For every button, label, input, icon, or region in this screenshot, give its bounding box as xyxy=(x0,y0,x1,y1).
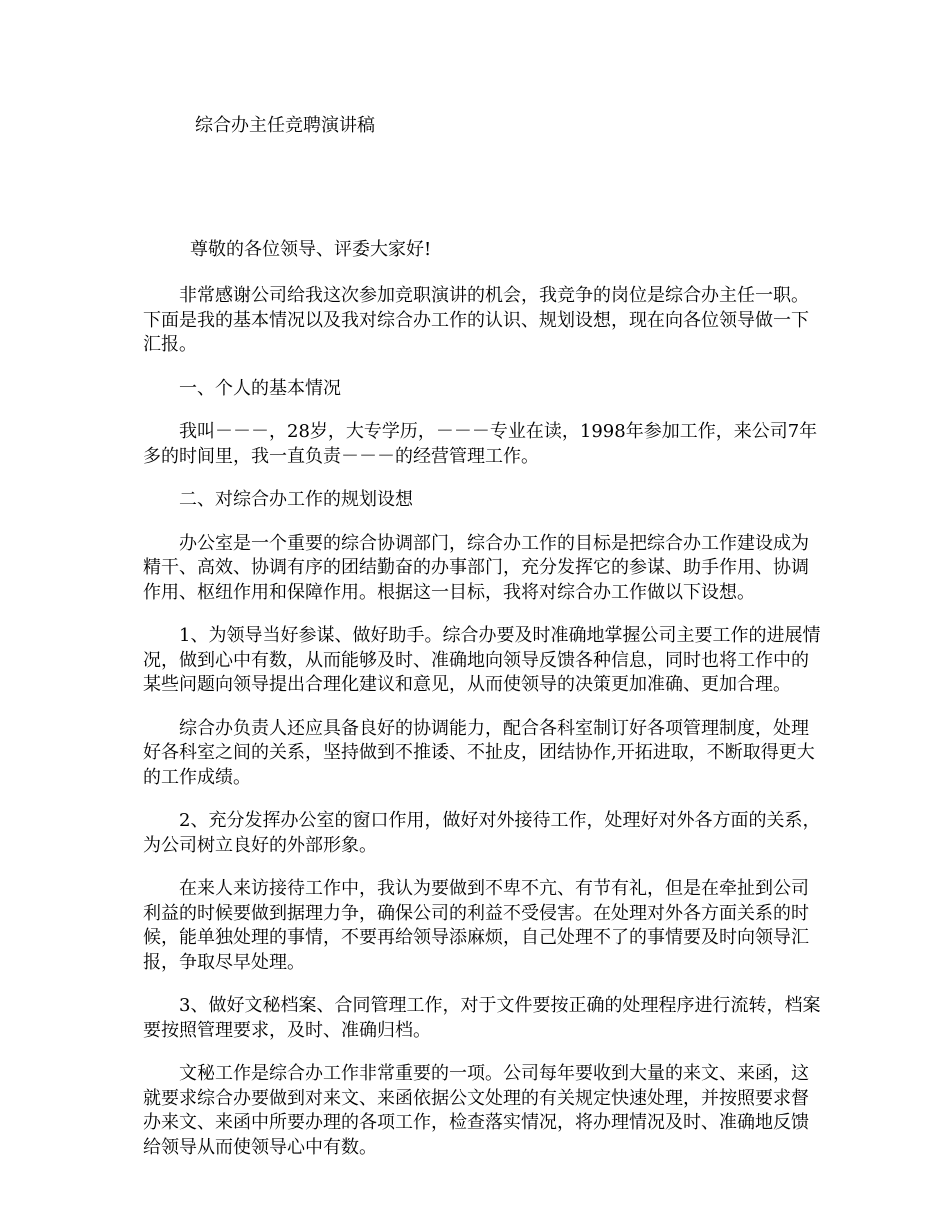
section-heading-planning: 二、对综合办工作的规划设想 xyxy=(179,489,413,510)
paragraph-personal: 我叫－－－，28岁，大专学历，－－－专业在读，1998年参加工作，来公司7年多的时间里，我一直负责－－－的经营管理工作。 xyxy=(143,421,818,467)
paragraph-point-2: 2、充分发挥办公室的窗口作用，做好对外接待工作，处理好对外各方面的关系，为公司树立良好的外部形象。 xyxy=(143,810,821,856)
document-title: 综合办主任竞聘演讲稿 xyxy=(195,115,375,136)
paragraph-intro: 非常感谢公司给我这次参加竞职演讲的机会，我竞争的岗位是综合办主任一职。下面是我的基本情况以及我对综合办工作的认识、规划设想，现在向各位领导做一下汇报。 xyxy=(143,285,809,355)
document-body xyxy=(143,284,823,1179)
paragraph-reception: 在来人来访接待工作中，我认为要做到不卑不亢、有节有礼，但是在牵扯到公司利益的时候要做到据理力争，确保公司的利益不受侵害。在处理对外各方面关系的时候，能单独处理的事情，不要再给领导添麻烦，自己处理不了的事情要及时向领导汇报，争取尽早处理。 xyxy=(143,878,809,973)
paragraph-office-goal: 办公室是一个重要的综合协调部门，综合办工作的目标是把综合办工作建设成为精干、高效、协调有序的团结勤奋的办事部门，充分发挥它的参谋、助手作用、协调作用、枢纽作用和保障作用。根据这一目标，我将对综合办工作做以下设想。 xyxy=(143,532,809,603)
paragraph-secretarial: 文秘工作是综合办工作非常重要的一项。公司每年要收到大量的来文、来函，这就要求综合办要做到对来文、来函依据公文处理的有关规定快速处理，并按照要求督办来文、来函中所要办理的各项工作，检查落实情况，将办理情况及时、准确地反馈给领导从而使领导心中有数。 xyxy=(143,1063,809,1158)
paragraph-coordination: 综合办负责人还应具备良好的协调能力，配合各科室制订好各项管理制度，处理好各科室之间的关系，坚持做到不推诿、不扯皮，团结协作,开拓进取，不断取得更大的工作成绩。 xyxy=(143,717,815,788)
paragraph-point-3: 3、做好文秘档案、合同管理工作，对于文件要按正确的处理程序进行流转，档案要按照管理要求，及时、准确归档。 xyxy=(143,995,821,1041)
salutation: 尊敬的各位领导、评委大家好! xyxy=(190,239,432,260)
section-heading-personal: 一、个人的基本情况 xyxy=(179,377,341,399)
paragraph-point-1: 1、为领导当好参谋、做好助手。综合办要及时准确地掌握公司主要工作的进展情况，做到心中有数，从而能够及时、准确地向领导反馈各种信息，同时也将工作中的某些问题向领导提出合理化建议和意见，从而使领导的决策更加准确、更加合理。 xyxy=(143,625,821,695)
